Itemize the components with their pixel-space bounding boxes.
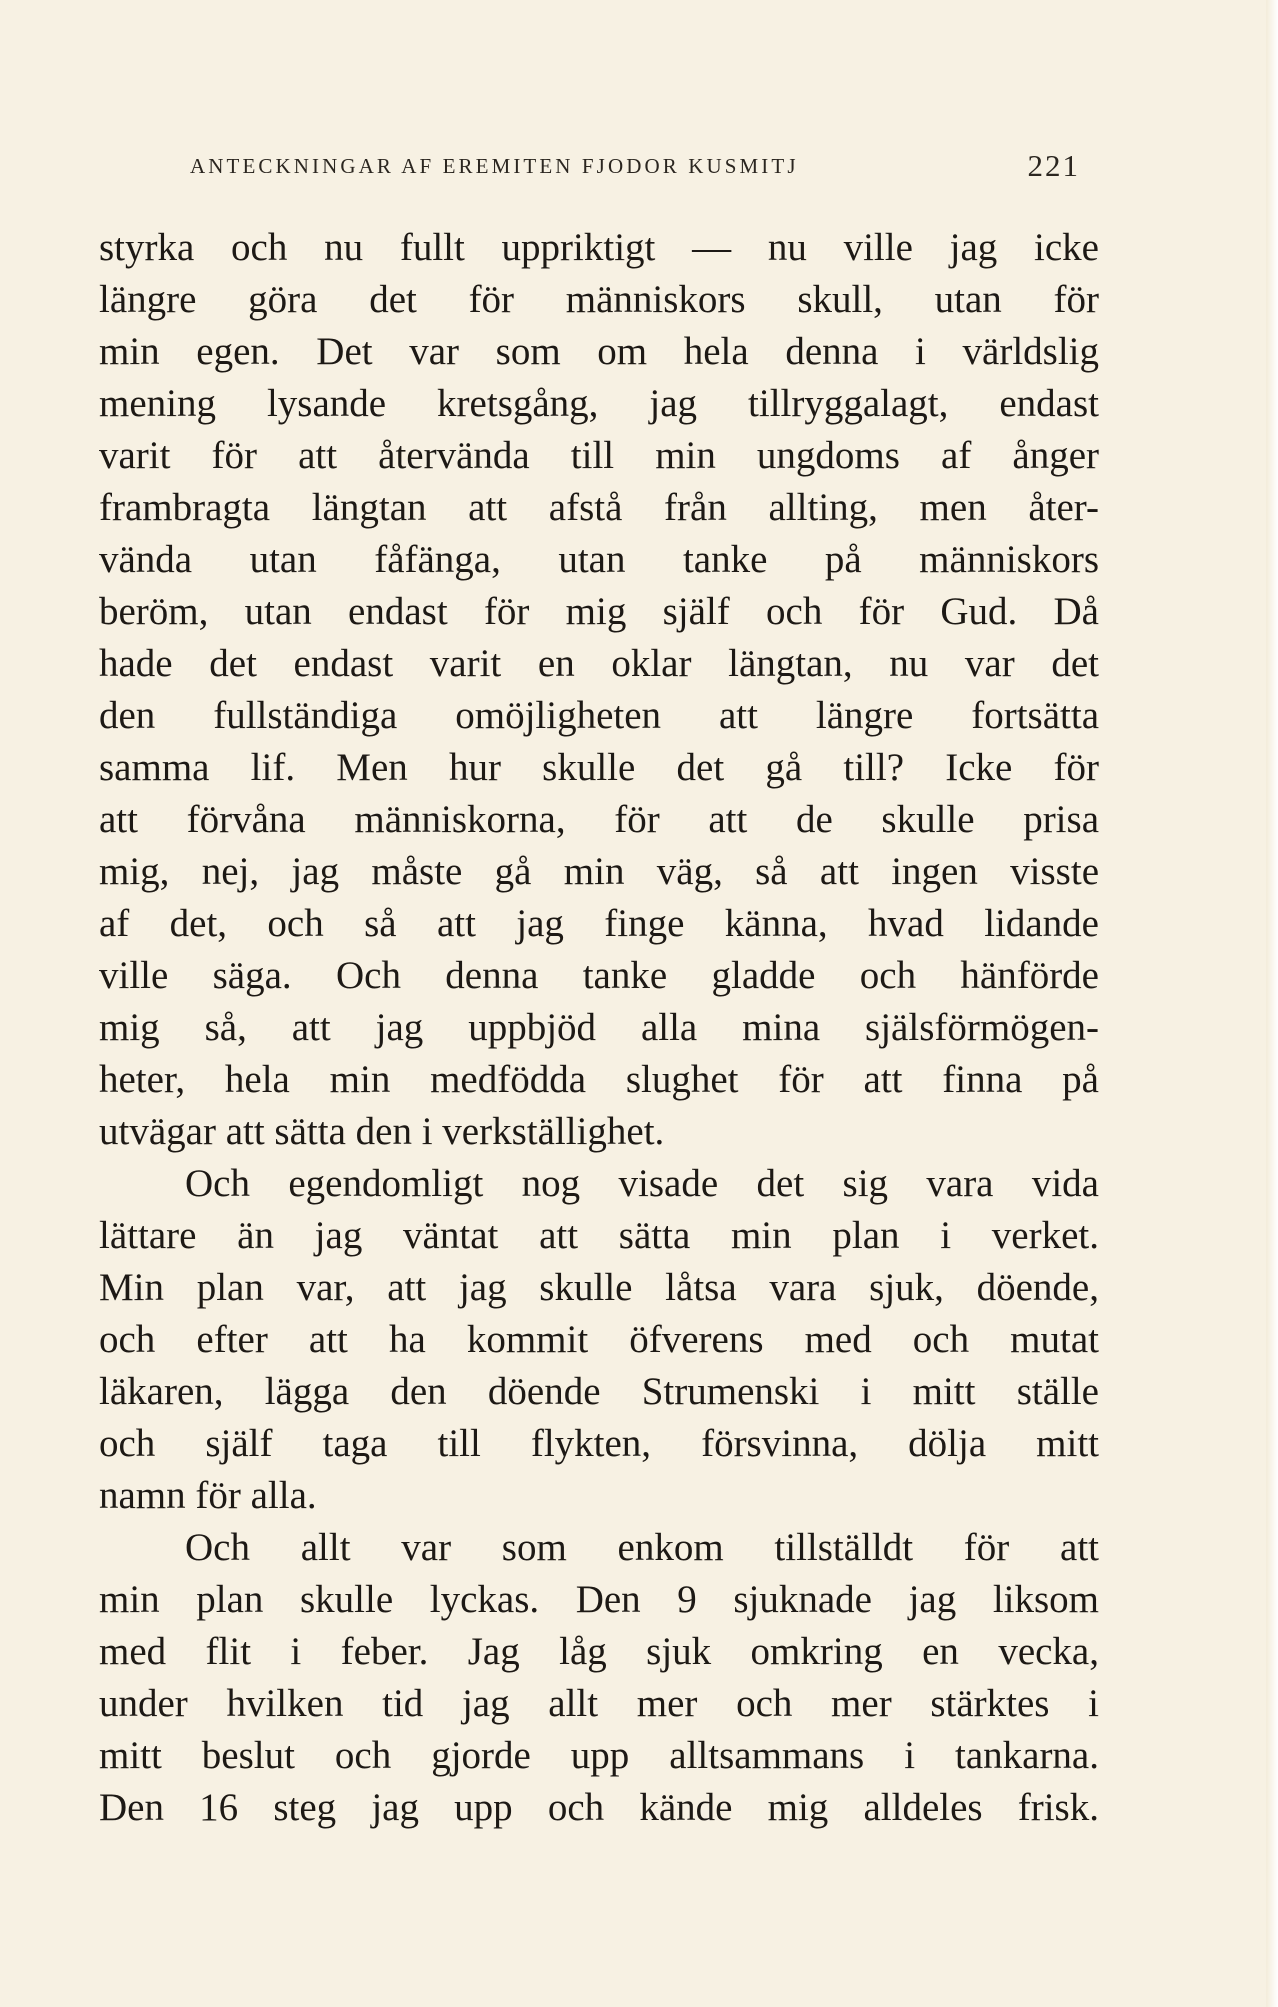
text-line: Den 16 steg jag upp och kände mig alldeles frisk. <box>99 1786 1099 1829</box>
paragraph <box>99 222 1099 1158</box>
text-line: hade det endast varit en oklar längtan, nu var det <box>99 642 1099 685</box>
text-line: min plan skulle lyckas. Den 9 sjuknade jag liksom <box>99 1578 1099 1621</box>
text-line: mig så, att jag uppbjöd alla mina själsförmögen- <box>99 1006 1099 1049</box>
text-line: under hvilken tid jag allt mer och mer stärktes i <box>99 1682 1099 1725</box>
running-head <box>190 148 1080 188</box>
text-line: heter, hela min medfödda slughet för att finna på <box>99 1058 1099 1101</box>
text-line: och själf taga till flykten, försvinna, dölja mitt <box>99 1422 1099 1465</box>
text-line: läkaren, lägga den döende Strumenski i mitt ställe <box>99 1370 1099 1413</box>
text-line: och efter att ha kommit öfverens med och mutat <box>99 1318 1099 1361</box>
text-line: med flit i feber. Jag låg sjuk omkring en vecka, <box>99 1630 1099 1673</box>
body-text <box>99 222 1099 1834</box>
running-title: ANTECKNINGAR AF EREMITEN FJODOR KUSMITJ <box>190 154 799 178</box>
page-number: 221 <box>1027 148 1080 183</box>
text-line: ville säga. Och denna tanke gladde och hänförde <box>99 954 1099 997</box>
text-line: frambragta längtan att afstå från allting, men åter- <box>99 486 1099 529</box>
text-line: varit för att återvända till min ungdoms af ånger <box>99 434 1099 477</box>
text-line: min egen. Det var som om hela denna i världslig <box>99 330 1099 373</box>
text-line: lättare än jag väntat att sätta min plan i verket. <box>99 1214 1099 1257</box>
text-line: af det, och så att jag finge känna, hvad lidande <box>99 902 1099 945</box>
text-line: Och allt var som enkom tillställdt för att <box>185 1526 1099 1569</box>
text-line: mitt beslut och gjorde upp alltsammans i tankarna. <box>99 1734 1099 1777</box>
text-line: Och egendomligt nog visade det sig vara vida <box>185 1162 1099 1205</box>
text-line: längre göra det för människors skull, utan för <box>99 278 1099 321</box>
text-line: samma lif. Men hur skulle det gå till? Icke för <box>99 746 1099 789</box>
text-line: att förvåna människorna, för att de skulle prisa <box>99 798 1099 841</box>
text-line: namn för alla. <box>99 1474 317 1517</box>
text-line: beröm, utan endast för mig själf och för Gud. Då <box>99 590 1099 633</box>
paragraph <box>99 1158 1099 1522</box>
text-line: mening lysande kretsgång, jag tillryggalagt, endast <box>99 382 1099 425</box>
page-edge <box>1266 0 1278 2007</box>
text-line: vända utan fåfänga, utan tanke på människors <box>99 538 1099 581</box>
paragraph <box>99 1522 1099 1834</box>
text-line: Min plan var, att jag skulle låtsa vara sjuk, döende, <box>99 1266 1099 1309</box>
text-line: mig, nej, jag måste gå min väg, så att ingen visste <box>99 850 1099 893</box>
text-line: den fullständiga omöjligheten att längre fortsätta <box>99 694 1099 737</box>
text-line: styrka och nu fullt uppriktigt — nu ville jag icke <box>99 226 1099 269</box>
text-line: utvägar att sätta den i verkställighet. <box>99 1110 665 1153</box>
